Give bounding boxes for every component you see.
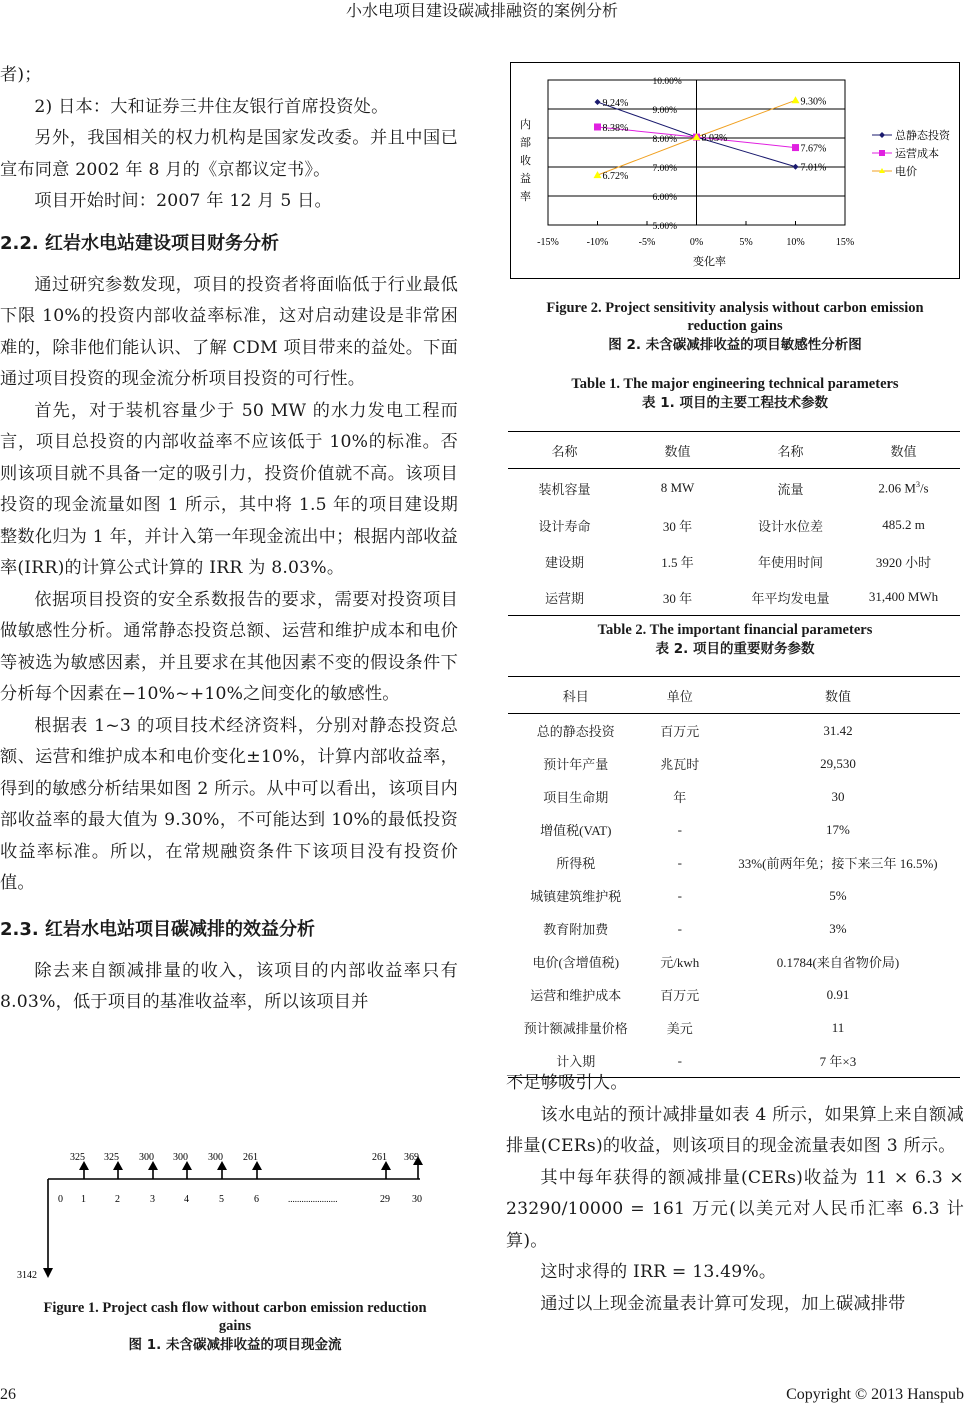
year-label: 1	[81, 1194, 86, 1205]
year-label: 0	[58, 1194, 63, 1205]
figure-caption-en: Figure 2. Project sensitivity analysis without carbon emission reduction gains	[546, 300, 924, 334]
table-cell: 百万元	[660, 988, 700, 1003]
column-header: 科目	[508, 677, 644, 714]
table-cell: 0.1784(来自省物价局)	[776, 955, 900, 970]
table-cell: 8 MW	[660, 480, 695, 495]
table-cell: 增值税(VAT)	[540, 823, 612, 838]
x-tick-label: 15%	[835, 237, 855, 248]
chart-frame	[511, 63, 960, 279]
table-cell: 设计水位差	[757, 518, 823, 534]
superscript: 3	[915, 479, 920, 489]
table-cell: 29,530	[820, 755, 856, 771]
table-cell: -	[677, 887, 682, 903]
table-row	[508, 579, 960, 616]
legend-label: 电价	[895, 166, 917, 178]
paragraph: 首先，对于装机容量少于 50 MW 的水力发电工程而言，项目总投资的内部收益率不应该低于 10%的标准。否则该项目就不具备一定的吸引力，投资价值就不高。该项目投资的现金流量如图 1 所示，其中将 1.5 年的项目建设期整数化归为 1 年，并计入第一年现金流出中；根据内部收益率(IRR)的计算公式计算的 IRR 为 8.03%。	[0, 400, 458, 578]
y-tick-label: 7.00%	[652, 164, 678, 174]
table-cell: 485.2 m	[882, 517, 925, 532]
table-row	[508, 945, 960, 978]
y-tick-label: 10.00%	[652, 77, 682, 87]
table-cell: 兆瓦时	[660, 757, 700, 772]
table-row	[508, 1011, 960, 1044]
table-cell: 预计年产量	[543, 757, 609, 772]
paragraph: 根据表 1~3 的项目技术经济资料，分别对静态投资总额、运营和维护成本和电价变化±10%，计算内部收益率，得到的敏感分析结果如图 2 所示。从中可以看出，该项目内部收益率的最大值为 9.30%，不可能达到 10%的最低投资收益率标准。所以，在常规融资条件下该项目没有投资价值。	[0, 715, 458, 893]
table-cell: 3920 小时	[875, 554, 932, 570]
inflow-value: 369	[404, 1152, 419, 1163]
table-caption-en: Table 1. The major engineering technical parameters	[571, 376, 899, 392]
data-label: 8.03%	[701, 133, 728, 145]
table-cell: 预计额减排量价格	[523, 1021, 628, 1036]
year-label: 2	[115, 1194, 120, 1205]
data-label: 6.72%	[602, 171, 629, 183]
x-tick-label: -5%	[638, 237, 656, 248]
legend-label: 总静态投资	[895, 130, 950, 142]
table-caption-zh: 表 2. 项目的重要财务参数	[655, 641, 815, 657]
table-cell: 5%	[829, 887, 847, 903]
table-cell: 教育附加费	[543, 922, 609, 937]
right-column-text	[506, 1068, 964, 1320]
table-cell: 年	[673, 790, 687, 805]
cell-text: /s	[919, 480, 929, 496]
paragraph: 者)；	[0, 65, 42, 85]
paragraph: 该水电站的预计减排量如表 4 所示，如果算上来自额减排量(CERs)的收益，则该项目的现金流量表如图 3 所示。	[506, 1104, 964, 1156]
table-cell: 所得税	[556, 856, 596, 871]
table-row	[508, 912, 960, 945]
year-label: 4	[184, 1194, 189, 1205]
table-row	[508, 469, 960, 508]
table-header-row	[508, 432, 960, 469]
y-tick-label: 8.00%	[652, 135, 678, 145]
y-axis-label-char: 内	[520, 119, 531, 131]
column-header: 单位	[644, 677, 716, 714]
table-cell: 城镇建筑维护税	[530, 889, 622, 904]
table-cell: 百万元	[660, 724, 700, 739]
paragraph: 不足够吸引人。	[506, 1073, 628, 1093]
table-cell: 计入期	[508, 1044, 644, 1078]
inflow-value: 325	[70, 1152, 85, 1163]
table-cell: 30	[831, 788, 845, 804]
outflow-arrowhead	[43, 1268, 53, 1278]
left-column	[0, 60, 458, 1019]
table-row	[508, 543, 960, 579]
table-row	[508, 747, 960, 780]
paragraph: 除去来自额减排量的收入，该项目的内部收益率只有 8.03%，低于项目的基准收益率，所以该项目并	[0, 960, 458, 1012]
data-label: 7.67%	[800, 143, 827, 155]
figure-1-cashflow-diagram	[0, 1140, 470, 1290]
year-label: 29	[380, 1194, 390, 1205]
table-cell: 运营期	[508, 579, 621, 616]
table-cell: 33%(前两年免；接下来三年 16.5%)	[738, 856, 938, 871]
table-cell: 3%	[829, 920, 847, 936]
x-tick-label: -10%	[586, 237, 609, 248]
table-cell: 年使用时间	[757, 554, 823, 570]
table-cell: 总的静态投资	[536, 724, 615, 739]
table-cell: -	[677, 920, 682, 936]
column-header: 数值	[716, 677, 960, 714]
inflow-value: 300	[139, 1152, 154, 1163]
table-row	[508, 507, 960, 543]
inflow-value: 325	[104, 1152, 119, 1163]
table-cell: 7 年×3	[716, 1044, 960, 1078]
data-label: 7.01%	[800, 162, 827, 174]
paragraph: 这时求得的 IRR = 13.49%。	[540, 1262, 777, 1282]
column-header: 名称	[508, 432, 621, 469]
year-label: 5	[219, 1194, 224, 1205]
table-header-row	[508, 677, 960, 714]
year-label: 30	[412, 1194, 422, 1205]
figure-2-sensitivity-chart	[510, 62, 960, 279]
paragraph: 其中每年获得的额减排量(CERs)收益为 11 × 6.3 × 23290/10000 = 161 万元(以美元对人民币汇率 6.3 计算)。	[506, 1167, 964, 1251]
data-label: 8.38%	[602, 122, 629, 134]
running-title: 小水电项目建设碳减排融资的案例分析	[345, 1, 618, 20]
x-axis-label: 变化率	[693, 256, 726, 268]
y-tick-label: 6.00%	[652, 193, 678, 203]
table-row	[508, 879, 960, 912]
inflow-value: 300	[173, 1152, 188, 1163]
inflow-value: 300	[208, 1152, 223, 1163]
table-cell: 年平均发电量	[734, 579, 847, 616]
section-heading-2-2: 2.2. 红岩水电站建设项目财务分析	[0, 232, 279, 254]
figure-caption-zh: 图 1. 未含碳减排收益的项目现金流	[128, 1337, 342, 1353]
table-cell: 30 年	[621, 579, 734, 616]
ellipsis: ......................	[288, 1194, 338, 1204]
paragraph: 通过研究参数发现，项目的投资者将面临低于行业最低下限 10%的投资内部收益率标准，这对启动建设是非常困难的，除非他们能认识、了解 CDM 项目带来的益处。下面通过项目投资的现金流分析项目投资的可行性。	[0, 274, 458, 389]
table-cell: 0.91	[826, 986, 850, 1002]
table-caption-zh: 表 1. 项目的主要工程技术参数	[642, 395, 828, 411]
table-cell: 17%	[826, 821, 850, 837]
data-label: 9.30%	[800, 96, 827, 108]
table-2	[508, 676, 960, 1078]
paragraph: 项目开始时间：2007 年 12 月 5 日。	[34, 191, 332, 211]
paragraph: 通过以上现金流量表计算可发现，加上碳减排带	[540, 1293, 906, 1314]
table-cell: -	[677, 821, 682, 837]
x-tick-label: -15%	[537, 237, 559, 248]
column-header: 名称	[734, 432, 847, 469]
figure-caption-en: Figure 1. Project cash flow without carbon emission reduction gains	[43, 1300, 427, 1334]
figure-1-caption	[10, 1299, 460, 1355]
table-cell: 30 年	[662, 518, 693, 534]
table-cell: 设计寿命	[538, 518, 591, 534]
column-header: 数值	[847, 432, 960, 469]
table-1	[508, 431, 960, 616]
y-tick-label: 9.00%	[652, 106, 678, 116]
table-row	[508, 813, 960, 846]
column-header: 数值	[621, 432, 734, 469]
table-cell: 元/kwh	[660, 955, 700, 970]
table-1-caption	[510, 375, 960, 413]
x-tick-label: 0%	[689, 237, 704, 248]
inflow-value: 261	[372, 1152, 387, 1163]
table-cell: -	[677, 854, 682, 870]
x-tick-label: 5%	[739, 237, 753, 248]
x-tick-label: 10%	[786, 237, 805, 248]
paragraph: 依据项目投资的安全系数报告的要求，需要对投资项目做敏感性分析。通常静态投资总额、运营和维护成本和电价等被选为敏感因素，并且要求在其他因素不变的假设条件下分析每个因素在−10%~+10%之间变化的敏感性。	[0, 589, 458, 704]
table-cell: 电价(含增值税)	[532, 955, 620, 970]
section-heading-2-3: 2.3. 红岩水电站项目碳减排的效益分析	[0, 918, 315, 940]
table-cell: 31.42	[823, 722, 853, 738]
legend-label: 运营成本	[895, 148, 939, 160]
y-axis-label-char: 率	[520, 191, 531, 203]
table-cell	[847, 469, 960, 508]
table-2-caption	[510, 621, 960, 659]
table-cell: 装机容量	[538, 481, 591, 497]
data-point	[792, 144, 799, 151]
table-cell: 美元	[666, 1021, 693, 1036]
copyright: Copyright © 2013 Hanspub	[786, 1386, 964, 1403]
y-axis-label-char: 益	[520, 173, 531, 185]
table-row	[508, 714, 960, 748]
table-cell: 1.5 年	[661, 554, 694, 570]
table-row	[508, 780, 960, 813]
inflow-value: 261	[243, 1152, 258, 1163]
table-cell: 11	[831, 1019, 845, 1035]
paragraph: 2) 日本：大和证券三井住友银行首席投资处。	[34, 96, 389, 117]
data-label: 9.24%	[602, 98, 629, 110]
y-tick-label: 5.00%	[652, 222, 678, 232]
table-cell: 运营和维护成本	[530, 988, 622, 1003]
table-cell: 项目生命期	[543, 790, 609, 805]
table-row	[508, 978, 960, 1011]
table-cell: 建设期	[544, 554, 584, 570]
figure-2-caption	[510, 299, 960, 355]
table-caption-en: Table 2. The important financial parameters	[597, 622, 873, 638]
table-cell: 31,400 MWh	[847, 579, 960, 616]
table-row	[508, 846, 960, 879]
data-point	[594, 123, 601, 130]
figure-caption-zh: 图 2. 未含碳减排收益的项目敏感性分析图	[608, 337, 862, 353]
page-number: 26	[0, 1386, 16, 1403]
y-axis-label-char: 收	[520, 155, 531, 167]
cell-text: 2.06 M	[878, 480, 916, 496]
paragraph: 另外，我国相关的权力机构是国家发改委。并且中国已宣布同意 2002 年 8 月的《京都议定书》。	[0, 128, 458, 180]
y-axis-label-char: 部	[520, 137, 531, 149]
legend-marker	[879, 150, 885, 156]
outflow-value: 3142	[17, 1270, 37, 1281]
year-label: 3	[150, 1194, 155, 1205]
table-cell: -	[644, 1044, 716, 1078]
table-cell: 流量	[777, 481, 804, 497]
year-label: 6	[254, 1194, 259, 1205]
